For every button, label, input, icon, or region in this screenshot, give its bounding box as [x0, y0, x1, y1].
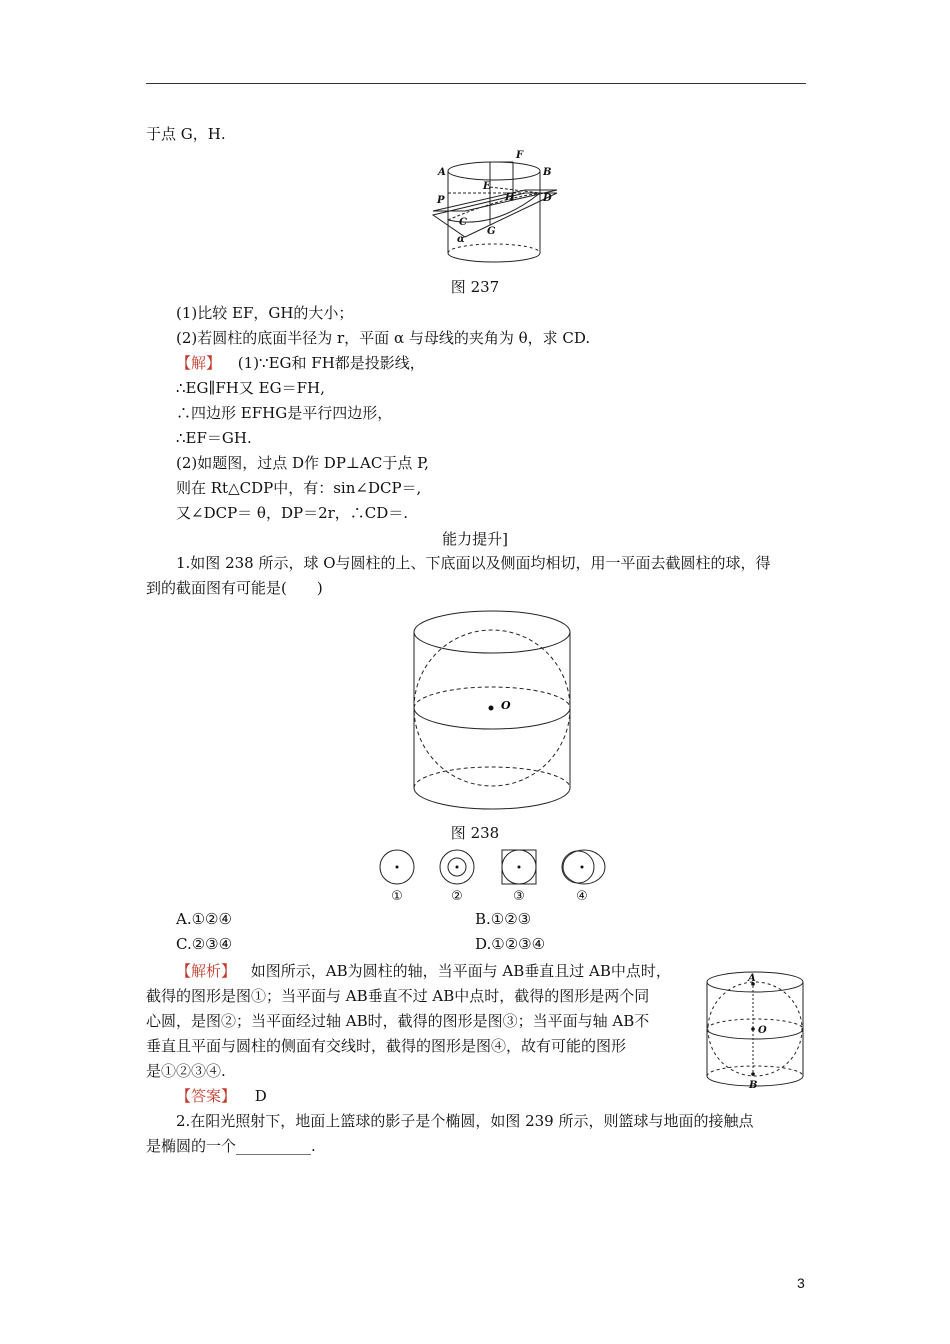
answer-tag: 【答案】 — [176, 1087, 237, 1105]
fig237-label-E: E — [483, 181, 491, 192]
solution-line-1: (1)∵EG和 FH都是投影线， — [237, 354, 425, 372]
analysis-line-2: 截得的图形是图①；当平面与 AB垂直不过 AB中点时，截得的图形是两个同 — [146, 987, 650, 1005]
problem1-line2: 到的截面图有可能是( ) — [146, 579, 323, 597]
option-a: A.①②④ — [176, 910, 232, 928]
solution-line-7: 又∠DCP＝ θ，DP＝2r，∴CD＝. — [176, 504, 409, 522]
problem2-line1: 2.在阳光照射下，地面上篮球的影子是个椭圆，如图 239 所示，则篮球与地面的接触点 — [176, 1112, 754, 1130]
side-fig-label-O: O — [758, 1025, 767, 1036]
fig237-label-B: B — [543, 167, 552, 178]
side-fig-label-A: A — [748, 973, 756, 984]
fig238-center-label: O — [501, 699, 511, 712]
fig237-label-P: P — [437, 195, 445, 206]
solution-line-2: ∴EG∥FH又 EG＝FH, — [176, 379, 325, 397]
figure-237 — [425, 145, 565, 270]
analysis-line-5: 是①②③④. — [146, 1062, 226, 1080]
section-title: 能力提升] — [442, 530, 508, 548]
solution-line-4: ∴EF＝GH. — [176, 429, 252, 447]
option-d: D.①②③④ — [475, 935, 546, 953]
problem2-line2: 是椭圆的一个__________. — [146, 1137, 316, 1155]
answer-value: D — [254, 1087, 267, 1105]
analysis-tag: 【解析】 — [176, 962, 237, 980]
analysis-line-1: 如图所示，AB为圆柱的轴，当平面与 AB垂直且过 AB中点时， — [250, 962, 671, 980]
analysis-figure — [703, 970, 807, 1094]
question-2: (2)若圆柱的底面半径为 r，平面 α 与母线的夹角为 θ，求 CD. — [176, 329, 591, 347]
option-figure-label-4: ④ — [576, 889, 588, 904]
option-figure-label-2: ② — [451, 889, 463, 904]
option-c: C.②③④ — [176, 935, 233, 953]
fig237-label-C: C — [459, 217, 467, 228]
fig237-label-G: G — [487, 226, 496, 237]
solution-line-3: ∴四边形 EFHG是平行四边形， — [176, 404, 393, 422]
question-1: (1)比较 EF，GH的大小； — [176, 304, 354, 322]
fig237-label-H: H — [505, 192, 515, 203]
option-b: B.①②③ — [475, 910, 532, 928]
analysis-line-3: 心圆，是图②；当平面经过轴 AB时，截得的图形是图③；当平面与轴 AB不 — [146, 1012, 650, 1030]
fig237-label-D: D — [543, 193, 552, 204]
analysis-line-4: 垂直且平面与圆柱的侧面有交线时，截得的图形是图④，故有可能的图形 — [146, 1037, 627, 1055]
problem1-line1: 1.如图 238 所示，球 O与圆柱的上、下底面以及侧面均相切，用一平面去截圆柱的球，得 — [176, 554, 771, 572]
figure-238 — [413, 608, 573, 818]
side-fig-label-B: B — [749, 1080, 758, 1091]
option-figure-label-3: ③ — [513, 889, 525, 904]
option-figures — [372, 848, 612, 904]
solution-line-6: 则在 Rt△CDP中，有：sin∠DCP＝, — [176, 479, 422, 497]
option-figure-label-1: ① — [391, 889, 403, 904]
page-number: 3 — [797, 1275, 805, 1291]
fig238-caption: 图 238 — [450, 824, 500, 842]
solution-tag: 【解】 — [176, 354, 222, 372]
fig237-label-F: F — [516, 150, 524, 161]
solution-line-5: (2)如题图，过点 D作 DP⊥AC于点 P, — [176, 454, 429, 472]
intro-line: 于点 G，H. — [146, 125, 226, 143]
header-rule — [146, 83, 806, 84]
fig237-label-A: A — [438, 167, 446, 178]
fig237-label-alpha: α — [457, 234, 465, 245]
fig237-caption: 图 237 — [450, 278, 500, 296]
